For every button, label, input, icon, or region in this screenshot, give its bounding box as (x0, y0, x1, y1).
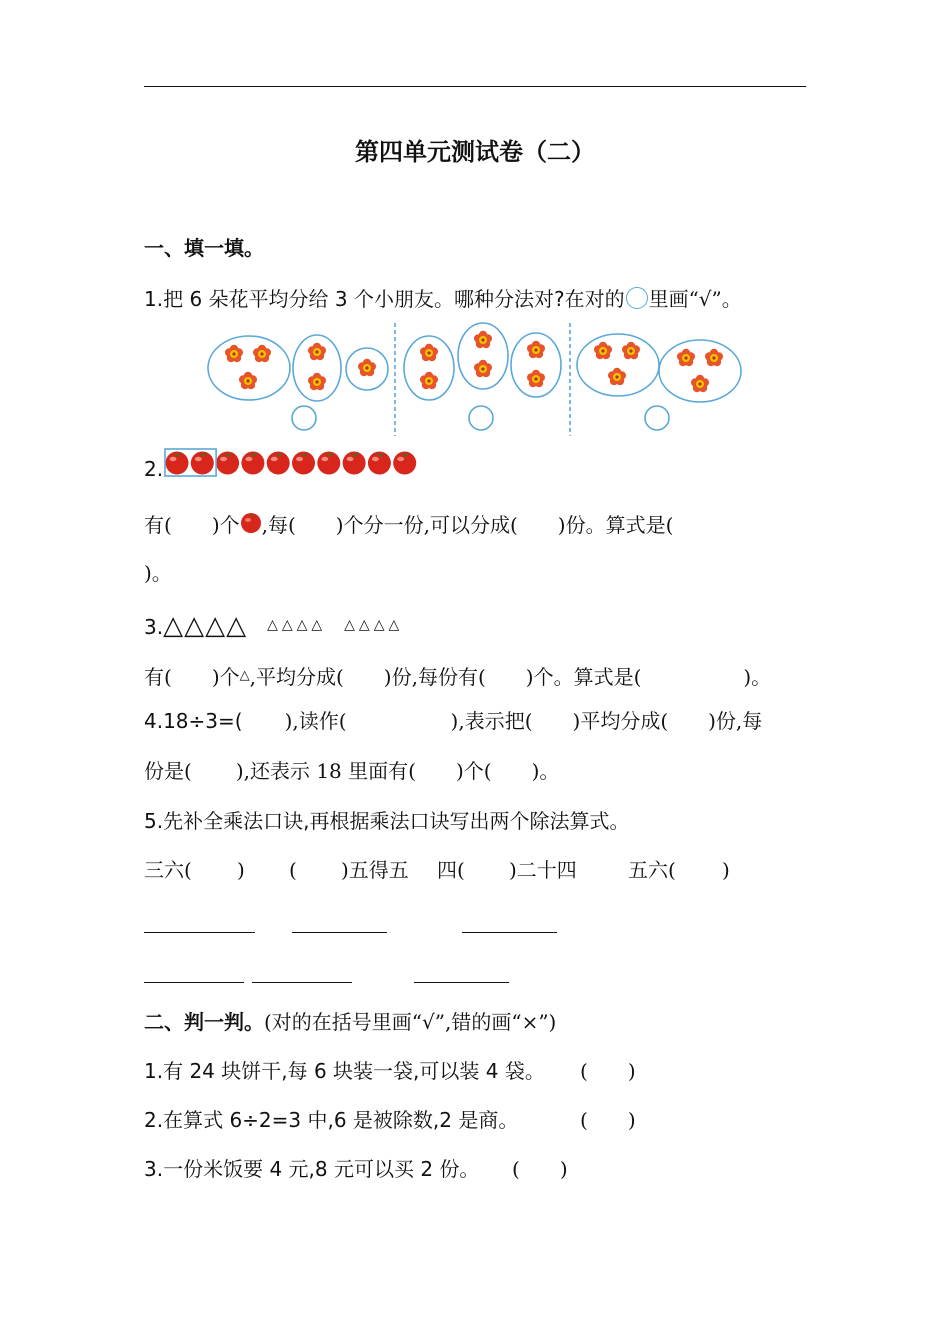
q3-line1: 有( )个△,平均分成( )份,每份有( )个。算式是( )。 (144, 665, 772, 689)
flower-icon (225, 345, 243, 362)
answer-circle-a[interactable] (292, 406, 316, 430)
section2-note: (对的在括号里画“√”,错的画“×”) (264, 1010, 557, 1034)
q5-text: 5.先补全乘法口诀,再根据乘法口诀写出两个除法算式。 (144, 809, 630, 833)
flower-icon (358, 359, 376, 376)
q2-line1: 有( )个 ,每( )个分一份,可以分成( )份。算式是( (144, 513, 674, 537)
tomato-icon (393, 452, 416, 475)
flower-icon (474, 360, 492, 377)
judge-q3: 3.一份米饭要 4 元,8 元可以买 2 份。 (144, 1157, 480, 1181)
section1-heading: 一、填一填。 (144, 236, 264, 260)
q2-tomato-figure (164, 446, 424, 478)
section2-heading: 二、判一判。 (144, 1010, 264, 1034)
q1-flower-figure (200, 318, 760, 438)
q1-text-after: 里画“√”。 (648, 287, 742, 311)
q1-text (144, 286, 742, 312)
q5-item: ) (722, 858, 730, 882)
top-rule (144, 86, 806, 87)
big-triangle-group: △△△△ (163, 611, 248, 641)
flower-icon (420, 372, 438, 389)
tomato-icon (368, 452, 391, 475)
flower-icon (705, 349, 723, 366)
flower-icon (239, 372, 257, 389)
answer-line[interactable] (414, 982, 509, 983)
q4-line2: 份是( ),还表示 18 里面有( )个( )。 (144, 759, 560, 783)
small-triangle-group-2: △△△△ (344, 617, 404, 633)
q1-text-before: 1.把 6 朵花平均分给 3 个小朋友。哪种分法对?在对的 (144, 287, 625, 311)
judge-q1-paren[interactable]: ( ) (580, 1059, 636, 1083)
answer-line[interactable] (462, 932, 557, 933)
section2-heading-row (144, 1009, 556, 1035)
answer-circle-c[interactable] (645, 406, 669, 430)
judge-q3-paren[interactable]: ( ) (512, 1157, 568, 1181)
tomato-icon (343, 452, 366, 475)
q5-item: ) (237, 858, 245, 882)
q5-item: 三六( (144, 858, 192, 882)
tomato-icon (292, 452, 315, 475)
flower-icon (420, 344, 438, 361)
tomato-icon (267, 452, 290, 475)
answer-circle-icon (626, 287, 648, 309)
judge-q2: 2.在算式 6÷2=3 中,6 是被除数,2 是商。 (144, 1108, 519, 1132)
flower-icon (622, 342, 640, 359)
tomato-icon (241, 452, 264, 475)
flower-icon (308, 373, 326, 390)
q3-figure-row: 3.△△△△ △△△△ △△△△ (144, 611, 404, 641)
option-c-group (577, 334, 741, 430)
q5-item: )五得五 (341, 858, 409, 882)
answer-circle-b[interactable] (469, 406, 493, 430)
q5-item: )二十四 (509, 858, 577, 882)
q2-line2: )。 (144, 561, 172, 585)
judge-q2-paren[interactable]: ( ) (580, 1108, 636, 1132)
q2-label: 2. (144, 457, 164, 481)
flower-icon (474, 331, 492, 348)
tomato-icon (216, 452, 239, 475)
tomato-icon (317, 452, 340, 475)
answer-line[interactable] (144, 982, 244, 983)
flower-icon (308, 343, 326, 360)
q5-item: 五六( (628, 858, 676, 882)
tomato-icon (240, 511, 262, 533)
tomato-icon (166, 452, 189, 475)
q5-item: 四( (437, 858, 465, 882)
flower-icon (253, 345, 271, 362)
page-title: 第四单元测试卷（二） (355, 137, 595, 166)
flower-icon (677, 349, 695, 366)
answer-line[interactable] (252, 982, 352, 983)
triangle-icon: △ (239, 668, 250, 683)
flower-icon (527, 370, 545, 387)
small-triangle-group-1: △△△△ (267, 617, 327, 633)
option-b-group (404, 323, 561, 430)
q5-item: ( (289, 858, 297, 882)
q4-line1: 4.18÷3=( ),读作( ),表示把( )平均分成( )份,每 (144, 709, 763, 733)
judge-q1: 1.有 24 块饼干,每 6 块装一袋,可以装 4 袋。 (144, 1059, 545, 1083)
tomato-icon (191, 452, 214, 475)
flower-icon (691, 375, 709, 392)
answer-line[interactable] (292, 932, 387, 933)
flower-icon (594, 342, 612, 359)
answer-line[interactable] (144, 932, 255, 933)
flower-icon (608, 368, 626, 385)
option-a-group (208, 335, 388, 430)
flower-icon (527, 341, 545, 358)
